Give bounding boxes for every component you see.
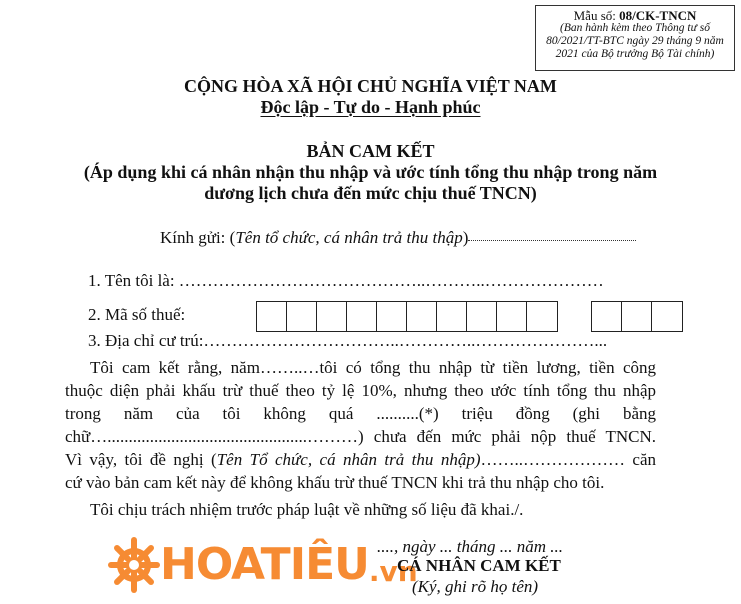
name-field[interactable]: 1. Tên tôi là: ……………………………………..………..………………… — [88, 271, 604, 290]
form-note-line: 80/2021/TT-BTC ngày 29 tháng 9 năm — [546, 35, 724, 47]
commitment-line: cứ vào bản cam kết này để không khấu trừ thuế TNCN khi trả thu nhập cho tôi. — [65, 473, 605, 492]
ship-wheel-icon — [108, 537, 160, 593]
addressee-line[interactable]: Kính gửi: (Tên tổ chức, cá nhân trả thu thập) — [160, 228, 636, 248]
signature-date: ...., ngày ... tháng ... năm ... — [377, 537, 564, 556]
signature-title: CÁ NHÂN CAM KẾT — [397, 556, 561, 575]
logo-domain: .vn — [368, 554, 418, 588]
responsibility-statement: Tôi chịu trách nhiệm trước pháp luật về những số liệu đã khai./. — [90, 500, 524, 519]
hoatieu-logo — [108, 537, 418, 593]
tax-code-boxes[interactable] — [256, 301, 558, 332]
commitment-line: thuộc diện phải khấu trừ thuế theo tỷ lệ 10%, nhưng theo ước tính tổng thu nhập — [65, 381, 656, 400]
motto: Độc lập - Tự do - Hạnh phúc — [260, 97, 481, 117]
commitment-line: chữ…...............................................………) chưa đến mức phải nộp thuế TNCN. — [65, 427, 656, 446]
commitment-line: Tôi cam kết rằng, năm……..…tôi có tổng thu nhập từ tiền lương, tiền công — [90, 358, 656, 377]
form-code-box — [535, 5, 735, 71]
document-title: BẢN CAM KẾT — [306, 141, 435, 161]
nation-heading: CỘNG HÒA XÃ HỘI CHỦ NGHĨA VIỆT NAM — [184, 76, 557, 96]
signature-note: (Ký, ghi rõ họ tên) — [412, 577, 539, 596]
commitment-line: trong năm của tôi không quá ..........(*) triệu đồng (ghi bằng — [65, 404, 656, 423]
tax-code-suffix-boxes[interactable] — [591, 301, 683, 332]
document-subtitle: dương lịch chưa đến mức chịu thuế TNCN) — [204, 183, 537, 203]
address-field[interactable]: 3. Địa chỉ cư trú:……………………………..…………..…………………... — [88, 331, 608, 350]
form-code: Mẫu số: 08/CK-TNCN — [573, 8, 697, 23]
form-note-line: (Ban hành kèm theo Thông tư số — [559, 22, 710, 34]
commitment-line: Vì vậy, tôi đề nghị (Tên Tổ chức, cá nhân trả thu nhập)……..……………… căn — [65, 450, 656, 469]
tax-code-label: 2. Mã số thuế: — [88, 305, 186, 324]
form-note-line: 2021 của Bộ trưởng Bộ Tài chính) — [555, 48, 715, 60]
document-subtitle: (Áp dụng khi cá nhân nhận thu nhập và ước tính tổng thu nhập trong năm — [83, 162, 658, 182]
logo-wordmark: HOATIÊU — [160, 539, 369, 590]
